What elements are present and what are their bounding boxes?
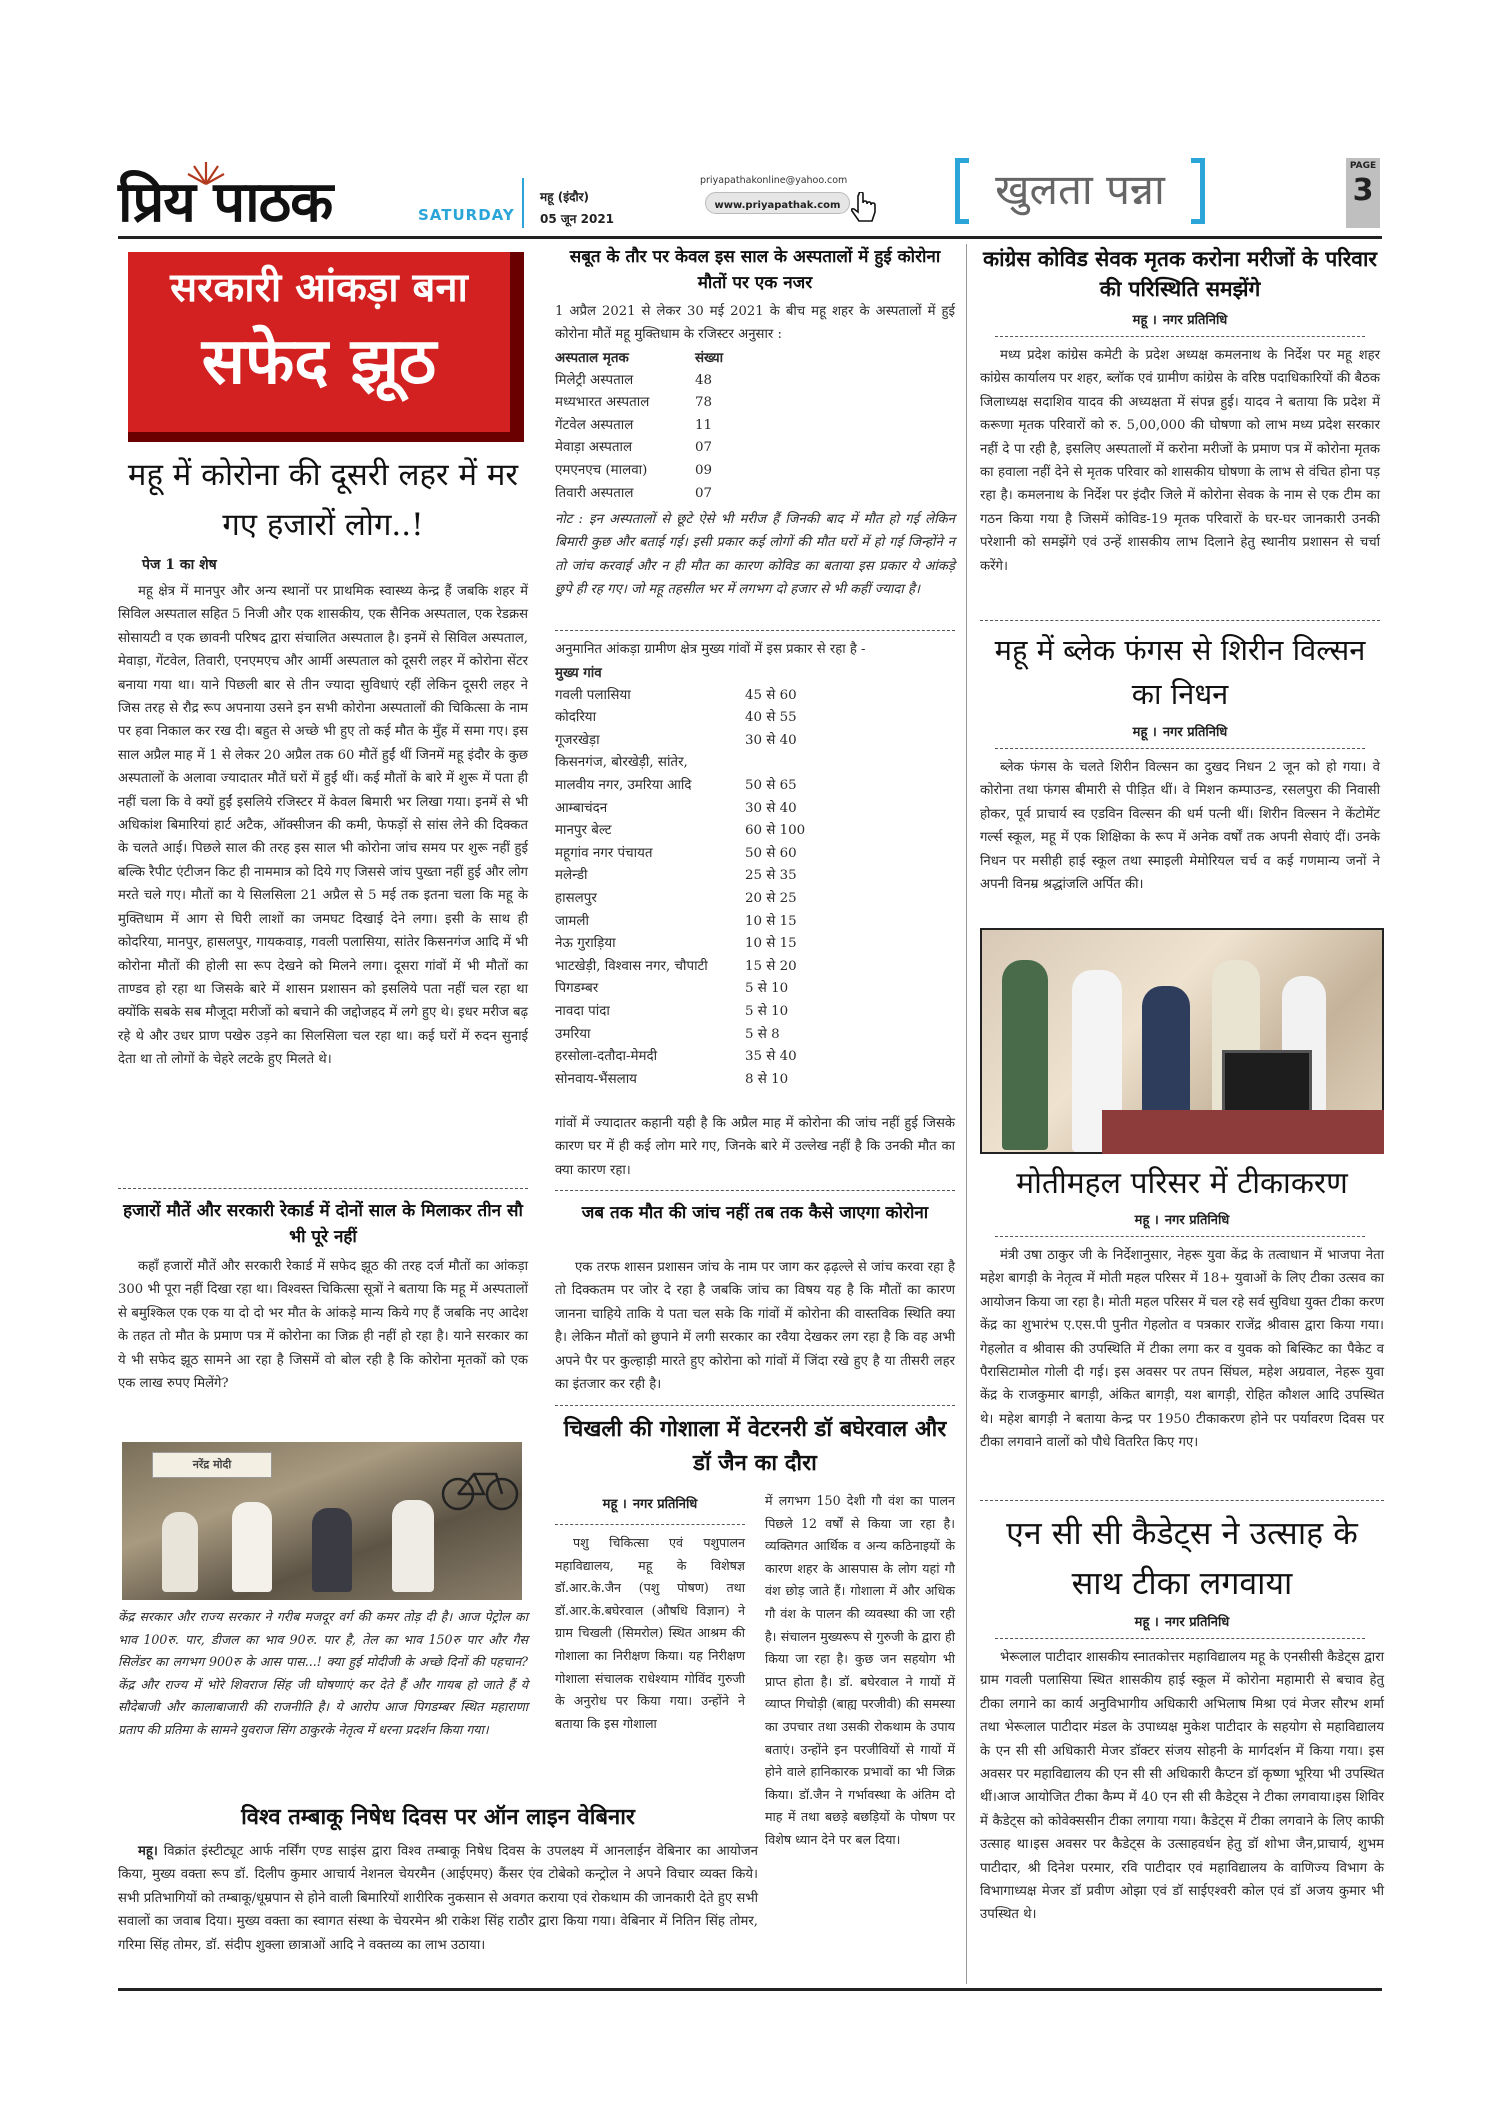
location: महू (इंदौर) <box>540 190 589 204</box>
separator <box>980 1500 1384 1501</box>
black-fungus-byline: महू । नगर प्रतिनिधि <box>1132 725 1228 740</box>
table-row: कोदरिया 40 से 55 <box>555 710 797 726</box>
protester-figure <box>392 1500 434 1592</box>
hospital-deaths-intro: 1 अप्रैल 2021 से लेकर 30 मई 2021 के बीच महू शहर के अस्पतालों में हुई कोरोना मौतें महू मुक्तिधाम के रजिस्टर अनुसार : <box>555 304 955 343</box>
day-label: SATURDAY <box>418 206 515 224</box>
table-row: पिगडम्बर 5 से 10 <box>555 981 789 997</box>
village-deaths-table <box>555 662 875 1091</box>
separator <box>555 1405 955 1406</box>
village-deaths-closing: गांवों में ज्यादातर कहानी यही है कि अप्रैल माह में कोरोना की जांच नहीं हुई जिसके कारण घर में ही कई लोग मारे गए, जिनके बारे में उल्लेख नहीं है कि उनकी मौत का क्या कारण रहा। <box>555 1116 955 1178</box>
congress-body: मध्य प्रदेश कांग्रेस कमेटी के प्रदेश अध्यक्ष कमलनाथ के निर्देश पर महू शहर कांग्रेस कार्यालय पर शहर, ब्लॉक एवं ग्रामीण कांग्रेस के वरिष्ठ पदाधिकारियों की बैठक जिलाध्यक्ष सदाशिव यादव की अध्यक्षता में संपन्न हुई। यादव ने बताया कि प्रदेश में करूणा मृतक परिवारों को रु. 5,00,000 की घोषणा को लाभ मध्य प्रदेश सरकार नहीं दे पा रही है, इसलिए अस्पतालों में करोना मरीजों के प्रमाण पत्र में कोरोना मृतक का हवाला नहीं देने से मृतक परिवार को शासकीय घोषणा के लाभ से वंचित होना पड़ रहा है। कमलनाथ के निर्देश पर इंदौर जिले में कोरोना सेवक के नाम से एक टीम का गठन किया गया है जिसमें कोविड-19 मृतक परिवारों के घर-घर जानकारी उनकी परेशानी को समझेंगे एवं उन्हें शासकीय लाभ दिलाने हेतु स्थानीय प्रशासन से चर्चा करेंगे। <box>980 348 1380 574</box>
separator <box>980 620 1380 621</box>
separator <box>118 1188 528 1189</box>
table-header <box>555 347 825 370</box>
black-fungus-body: ब्लेक फंगस के चलते शिरीन विल्सन का दुखद निधन 2 जून को हो गया। वे कोरोना तथा फंगस बीमारी से पीड़ित थीं। वे मिशन कम्पाउन्ड, रसलपुरा की निवासी होकर, पूर्व प्राचार्य स्व एडविन विल्सन की धर्म पत्नी थीं। शिरीन विल्सन ने केंटोमेंट गर्ल्स स्कूल, महू में एक शिक्षिका के रूप में अनेक वर्षों तक अपनी सेवाएं दीं। उनके निधन पर मसीही हाई स्कूल तथा स्माइली मेमोरियल चर्च व कई गणमान्य जनों ने अपनी विनम्र श्रद्धांजलि अर्पित की। <box>980 760 1380 893</box>
vaccination-byline: महू । नगर प्रतिनिधि <box>1134 1213 1230 1228</box>
lead-continuation: पेज 1 का शेष <box>142 557 217 573</box>
investigation-headline: जब तक मौत की जांच नहीं तब तक कैसे जाएगा कोरोना <box>581 1203 929 1223</box>
table-row: महूगांव नगर पंचायत 50 से 60 <box>555 845 797 861</box>
ncc-headline: एन सी सी कैडेट्स ने उत्साह के साथ टीका लगवाया <box>1006 1514 1358 1602</box>
table-row: भाटखेड़ी, विश्वास नगर, चौपाटी 15 से 20 <box>555 958 797 974</box>
person-figure <box>1002 960 1048 1150</box>
three-hundred-headline: हजारों मौतें और सरकारी रेकार्ड में दोनों साल के मिलाकर तीन सौ भी पूरे नहीं <box>123 1201 523 1247</box>
table-row: हरसोला-दतौदा-मेमदी 35 से 40 <box>555 1049 797 1065</box>
separator <box>555 1524 745 1525</box>
ncc-byline: महू । नगर प्रतिनिधि <box>1134 1615 1230 1630</box>
page-number: 3 <box>1352 173 1374 208</box>
goshala-col2: में लगभग 150 देशी गौ वंश का पालन पिछले 12 वर्षों से किया जा रहा है। व्यक्तिगत आर्थिक व अन्य कठिनाइयों के कारण शहर के आसपास के लोग यहां गौ वंश छोड़ जाते हैं। गोशाला में और अधिक गौ वंश के पालन की व्यवस्था की जा रही है। संचालन मुख्यरूप से गुरुजी के द्वारा ही किया जा रहा है। कुछ जन सहयोग भी प्राप्त होता है। डॉ. बघेरवाल ने गायों में व्याप्त गिचोड़ी (बाह्य परजीवी) की समस्या का उपचार तथा उसकी रोकथाम के उपाय बताएं। उन्होंने इन परजीवियों से गायों में होने वाले हानिकारक प्रभावों का भी जिक्र किया। डॉ.जैन ने गर्भावस्था के अंतिम दो माह में तथा बछड़े बछड़ियों के पोषण पर विशेष ध्यान देने पर बल दिया। <box>765 1493 955 1847</box>
page-number-box <box>1346 158 1380 228</box>
table-row: तिवारी अस्पताल 07 <box>555 485 713 501</box>
ncc-body: भेरूलाल पाटीदार शासकीय स्नातकोत्तर महाविद्यालय महू के एनसीसी कैडेट्स द्वारा ग्राम गवली पलासिया स्थित शासकीय हाई स्कूल में कोरोना महामारी से बचाव हेतु टीका लगाने का कार्य अनुविभागीय अधिकारी अभिलाष मिश्रा एवं मेजर सौरभ शर्मा तथा भेरूलाल पाटीदार मंडल के उपाध्यक्ष मुकेश पाटीदार के सहयोग से महाविद्यालय के एन सी सी अधिकारी मेजर डॉक्टर संजय सोहनी के मार्गदर्शन में किया गया। इस अवसर पर महाविद्यालय की एन सी सी अधिकारी कैप्टन डॉ कृष्णा भूरिया भी उपस्थित थीं।आज आयोजित टीका कैम्प में 40 एन सी सी कैडेट्स ने टीका लगवाया।इस शिविर में कैडेट्स को कोवेक्ससीन टीका लगाया गया। कैडेट्स में टीका लगवाने के लिए काफी उत्साह था।इस अवसर पर कैडेट्स के उत्साहवर्धन हेतु डॉ शोभा जैन,प्राचार्य, शुभम पाटीदार, श्री दिनेश परमार, रवि पाटीदार एवं महाविद्यालय के वाणिज्य विभाग के विभागाध्यक्ष मेजर डॉ प्रवीण ओझा एवं डॉ साईएश्वरी कोल एवं डॉ अजय कुमार भी उपस्थित थे। <box>980 1650 1384 1923</box>
separator <box>995 1638 1365 1639</box>
table-row: किसनगंज, बोरखेड़ी, सांतेर, <box>555 755 688 771</box>
lead-headline: महू में कोरोना की दूसरी लहर में मर गए हजारों लोग..! <box>127 457 519 543</box>
village-deaths-intro: अनुमानित आंकड़ा ग्रामीण क्षेत्र मुख्य गांवों में इस प्रकार से रहा है - <box>555 642 866 657</box>
section-label: खुलता पन्ना <box>995 165 1165 214</box>
table-row: हासलपुर 20 से 25 <box>555 890 797 906</box>
three-hundred-body: कहाँ हजारों मौतें और सरकारी रेकार्ड में सफेद झूठ की तरह दर्ज मौतों का आंकड़ा 300 भी पूरा नहीं दिखा रहा था। विश्वस्त चिकित्सा सूत्रों ने बताया कि महू में अस्पतालों से बमुश्किल एक एक या दो दो भर मौत के आंकड़े मान्य किये गए हैं जबकि नए आदेश के तहत तो मौत के प्रमाण पत्र में कोरोना का जिक्र ही नहीं हो रहा है। याने सरकार का ये भी सफेद झूठ सामने आ रहा है जिसमें वो बोल रही है कि कोरोना मृतकों को एक एक लाख रुपए मिलेंगे? <box>118 1259 528 1392</box>
congress-byline: महू । नगर प्रतिनिधि <box>1132 313 1228 328</box>
table-row: सोनवाय-भैंसलाय 8 से 10 <box>555 1071 789 1087</box>
separator <box>555 630 955 631</box>
tobacco-text: विक्रांत इंस्टीट्यूट आर्फ नर्सिंग एण्ड साइंस द्वारा विश्व तम्बाकू निषेध दिवस के उपलक्ष्य में आनलाईन वेबिनार का आयोजन किया, मुख्य वक्ता रूप डॉ. दिलीप कुमार आचार्य नेशनल चेयरमैन (आईएमए) कैंसर एंव टोबेको कन्ट्रोल ने अपने विचार व्यक्त किये। सभी प्रतिभागियों को तम्बाकू/धूम्रपान से होने वाली बिमारियों शारीरिक नुकसान से अवगत कराया एवं रोकथाम की जानकारी देते हुए सभी सवालों का जवाब दिया। मुख्य वक्ता का स्वागत संस्था के चेयरमेन श्री राकेश सिंह राठौर द्वारा किया गया। वेबिनार में नितिन सिंह तोमर, गरिमा सिंह तोमर, डॉ. संदीप शुक्ला छात्राओं आदि ने वक्तव्य का लाभ उठाया। <box>118 1844 758 1953</box>
congress-headline: कांग्रेस कोविड सेवक मृतक करोना मरीजों के परिवार की परिस्थिति समझेंगे <box>982 246 1377 301</box>
lead-banner <box>128 252 524 442</box>
separator <box>995 336 1365 337</box>
tobacco-headline: विश्व तम्बाकू निषेध दिवस पर ऑन लाइन वेबिनार <box>241 1804 635 1830</box>
vaccination-headline: मोतीमहल परिसर में टीकाकरण <box>1016 1166 1348 1201</box>
vaccination-photo <box>980 928 1384 1154</box>
separator <box>995 748 1365 749</box>
banner-line-2: सफेद झूठ <box>201 325 437 399</box>
tobacco-dateline: महू। <box>138 1844 158 1859</box>
protester-figure <box>162 1512 198 1592</box>
protest-caption: केंद्र सरकार और राज्य सरकार ने गरीब मजदूर वर्ग की कमर तोड़ दी है। आज पेट्रोल का भाव 100रु. पार, डीजल का भाव 90रु. पार है, तेल का भाव 150रु पार और गैस सिलेंडर का लगभग 900रु के आस पास...! क्या हुई मोदीजी के अच्छे दिनों की पहचान? केंद्र और राज्य में भोरे शिवराज सिंह जी घोषणाएं कर देते हैं और गायब हो जाते हैं ये सौदेबाजी और कालाबाजारी की राजनीति है। ये आरोप आज पिगडम्बर स्थित महाराणा प्रताप की प्रतिमा के सामने युवराज सिंग ठाकुरके नेतृत्व में धरना प्रदर्शन किया गया। <box>118 1609 528 1737</box>
table-row: मलेन्डी 25 से 35 <box>555 868 797 884</box>
lead-body: महू क्षेत्र में मानपुर और अन्य स्थानों पर प्राथमिक स्वास्थ्य केन्द्र हैं जबकि शहर में सिविल अस्पताल सहित 5 निजी और एक शासकीय, एक सैनिक अस्पताल, एक रेडक्रस सोसायटी व एक छावनी परिषद द्वारा संचालित अस्पताल है। इनमें से सिविल अस्पताल, मेवाड़ा, गेंटवेल, तिवारी, एनएमएच और आर्मी अस्पताल को दूसरी लहर में कोरोना सेंटर बनाया गया था। याने पिछली बार से तीन ज्यादा सुविधाएं रहीं लेकिन दूसरी लहर ने जिस तरह से रौद्र रूप अपनाया उसने इन सभी कोरोना अस्पतालों की चिकित्सा के नाम पर हवा निकाल कर रख दी। बहुत से अच्छे भी हुए तो कई मौत के मुँह में समा गए। इस साल अप्रैल माह में 1 से लेकर 20 अप्रैल तक 60 मौतें हुईं थीं जिनमें महू इंदौर के कुछ अस्पतालों के अलावा ज्यादातर मौतें घरों में हुईं थीं। कई मौतों के बारे में शुरू में पता ही नहीं चला कि वे क्यों हुईं इसलिये रजिस्टर में केवल बिमारी भर लिखा गया। इनमें से भी अधिकांश बिमारियां हार्ट अटैक, ऑक्सीजन की कमी, फेफड़ों से सांस लेने की दिक्कत के चलते आई। पिछले साल की तरह इस साल भी कोरोना जांच समय पर शुरू नहीं हुई बल्कि रैपीट एंटीजन किट ही नाममात्र को दिये गए जिससे जांच पुख्ता नहीं हुई और लोग मरते चले गए। मौतों का ये सिलसिला 21 अप्रैल से 5 मई तक इतना चला कि महू के मुक्तिधाम में आग से घिरी लाशों का जमघट दिखाई देने लगा। इसी के साथ ही कोदरिया, मानपुर, हासलपुर, गायकवाड़, गवली पलासिया, सांतेर किसनगंज आदि में भी कोरोना मौतों की होली सा रूप देखने को मिलने लगा। दूसरा गांवों में भी मौतों का ताण्डव हो रहा था जिसके बारे में शासन प्रशासन को इसलिये पता नहीं चल रहा था क्योंकि सबके सब मौजूदा मरीजों को बचाने की जद्दोजहद में लगे हुए थे। इधर मरीज बढ़ रहे थे और उधर प्राण पखेरु उड़ने का सिलसिला चल रहा था। कई घरों में रुदन सुनाई देता था तो लोगों के चेहरे लटके हुए मिलते थे। <box>118 584 528 1068</box>
investigation-body: एक तरफ शासन प्रशासन जांच के नाम पर जाग कर ढ़ढ़ल्ले से जांच करवा रहा है तो दिक्कतम पर जोर दे रहा है जबकि जांच का विषय यह है कि मौतों का कारण जानना चाहिये ताकि ये पता चल सके कि गांवों में कोरोना की वास्तविक स्थिति क्या है। लेकिन मौतों को छुपाने में लगी सरकार का रवैया देखकर लग रहा है कि वह अभी अपने पैर पर कुल्हाड़ी मारते हुए कोरोना को गांवों में जिंदा रखे हुए है या तीसरी लहर का इंतजार कर रही है। <box>555 1260 955 1393</box>
table-row: नेऊ गुराड़िया 10 से 15 <box>555 936 797 952</box>
col-name: अस्पताल मृतक <box>555 350 629 366</box>
table-row: गवली पलासिया 45 से 60 <box>555 687 797 703</box>
newspaper-logo <box>118 168 418 238</box>
table-row: मेवाड़ा अस्पताल 07 <box>555 440 713 456</box>
table-surface <box>1102 1110 1384 1154</box>
table-row: गूजरखेड़ा 30 से 40 <box>555 732 797 748</box>
protest-photo <box>122 1442 522 1600</box>
black-fungus-headline: महू में ब्लेक फंगस से शिरीन विल्सन का निधन <box>994 633 1366 711</box>
logo-text: प्रिय पाठक <box>118 170 333 235</box>
banner-line-1: सरकारी आंकड़ा बना <box>170 265 468 311</box>
protester-figure <box>232 1502 272 1592</box>
protester-figure <box>312 1508 352 1592</box>
table-row: उमरिया 5 से 8 <box>555 1026 780 1042</box>
day-divider <box>522 178 524 228</box>
table-row: आम्बाचंदन 30 से 40 <box>555 800 797 816</box>
column-divider <box>966 244 967 1984</box>
page-label: PAGE <box>1349 161 1377 171</box>
table-row: गेंटवेल अस्पताल 11 <box>555 417 713 433</box>
masthead <box>0 0 1500 245</box>
website: www.priyapathak.com <box>714 200 841 211</box>
table-row: मालवीय नगर, उमरिया आदि 50 से 65 <box>555 777 797 793</box>
goshala-headline: चिखली की गोशाला में वेटरनरी डॉ बघेरवाल और डॉ जैन का दौरा <box>563 1416 947 1476</box>
masthead-rule <box>118 236 1382 239</box>
table-row: जामली 10 से 15 <box>555 913 797 929</box>
separator <box>555 1190 955 1191</box>
issue-date: 05 जून 2021 <box>540 212 615 226</box>
photo-banner-text: नरेंद्र मोदी <box>192 1458 232 1471</box>
hospital-deaths-note: नोट : इन अस्पतालों से छूटे ऐसे भी मरीज हैं जिनकी बाद में मौत हो गई लेकिन बिमारी कुछ और बताई गई। इसी प्रकार कई लोगों की मौत घरों में हो गई जिन्होंने न तो जांच करवाई और न ही मौत का कारण कोविड का बताया इस प्रकार ये आंकड़े छुपे ही रह गए। जो महू तहसील भर में लगभग दो हजार से भी कहीं ज्यादा है। <box>555 512 955 598</box>
separator <box>995 1236 1365 1237</box>
sunburst-icon <box>186 160 226 186</box>
table-row: मध्यभारत अस्पताल 78 <box>555 395 713 411</box>
table-row: एमएनएच (मालवा) 09 <box>555 462 713 478</box>
table-header <box>555 662 875 685</box>
bicycle-icon <box>440 1462 520 1512</box>
email: priyapathakonline@yahoo.com <box>700 175 848 186</box>
hospital-deaths-headline: सबूत के तौर पर केवल इस साल के अस्पतालों में हुई कोरोना मौतों पर एक नजर <box>569 247 941 293</box>
hospital-deaths-table <box>555 347 825 505</box>
col-count: संख्या <box>695 350 724 366</box>
col-name: मुख्य गांव <box>555 665 602 681</box>
table-row: मिलेट्री अस्पताल 48 <box>555 372 713 388</box>
hand-pointer-icon <box>848 192 882 226</box>
goshala-byline: महू । नगर प्रतिनिधि <box>602 1497 698 1512</box>
goshala-col1: पशु चिकित्सा एवं पशुपालन महाविद्यालय, महू के विशेषज्ञ डॉ.आर.के.जैन (पशु पोषण) तथा डॉ.आर.के.बघेरवाल (औषधि विज्ञान) ने ग्राम चिखली (सिमरोल) स्थित आश्रम की गोशाला का निरीक्षण किया। यह निरीक्षण गोशाला संचालक राधेश्याम गोविंद गुरुजी के अनुरोध पर किया गया। उन्होंने ने बताया कि इस गोशाला <box>555 1535 745 1731</box>
vaccination-body: मंत्री उषा ठाकुर जी के निर्देशानुसार, नेहरू युवा केंद्र के तत्वाधान में भाजपा नेता महेश बागड़ी के नेतृत्व में मोती महल परिसर में 18+ युवाओं के लिए टीका उत्सव का आयोजन किया जा रहा है। मोती महल परिसर में चल रहे सर्व सुविधा युक्त टीका करण केंद्र का शुभारंभ ए.एस.पी पुनीत गेहलोत व पत्रकार राजेंद्र श्रीवास द्वारा किया गया। गेहलोत व श्रीवास की उपस्थिति में टीका लगा कर व युवक को बिस्किट का पैकेट व पैरासिटामोल गोली दी गई। इस अवसर पर तपन सिंघल, महेश अग्रवाल, नेहरू युवा केंद्र के राजकुमार बागड़ी, अंकित बागड़ी, यश बागड़ी, रोहित कौशल आदि उपस्थित थे। महेश बागड़ी ने बताया केन्द्र पर 1950 टीकाकरण होने पर पर्यावरण दिवस पर टीका लगवाने वालों को पौधे वितरित किए गए। <box>980 1248 1384 1451</box>
table-row: नावदा पांदा 5 से 10 <box>555 1003 789 1019</box>
footer-rule <box>118 1988 1382 1991</box>
table-row: मानपुर बेल्ट 60 से 100 <box>555 823 806 839</box>
website-pill <box>705 192 850 214</box>
section-label-box <box>955 158 1205 224</box>
tobacco-body <box>118 1840 758 1957</box>
photo-banner <box>152 1452 272 1478</box>
